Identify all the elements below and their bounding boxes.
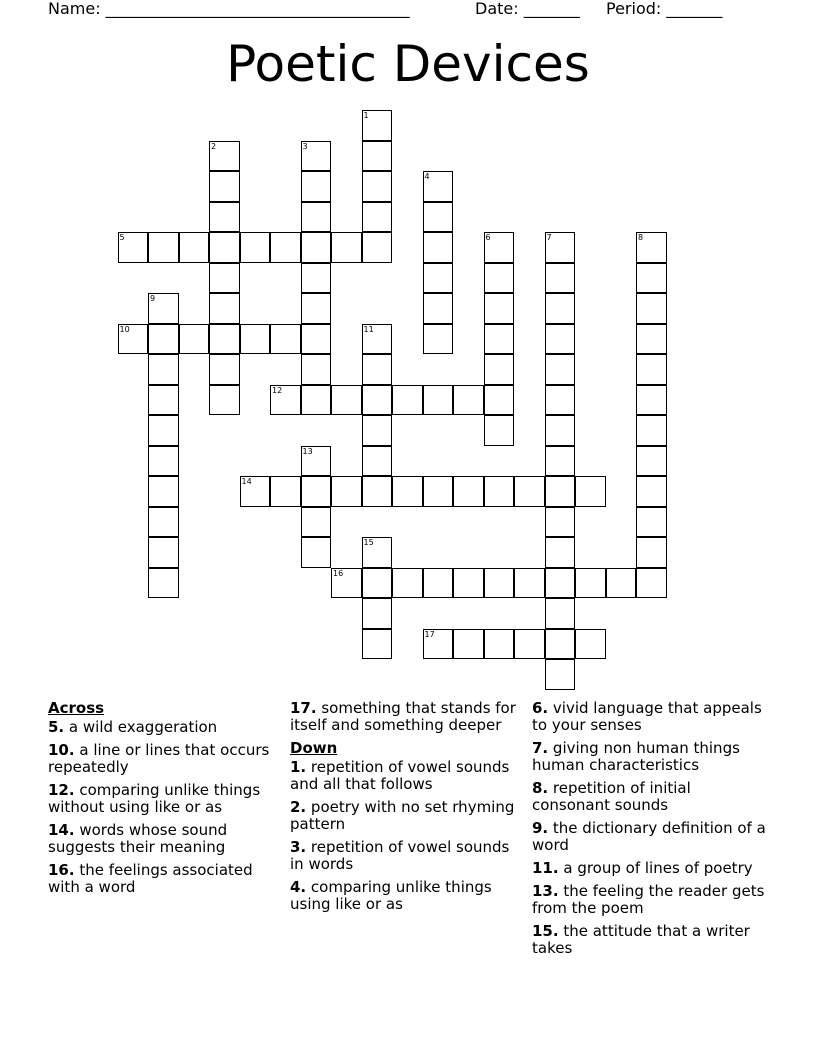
clue-number: 11. <box>532 859 559 877</box>
clue-number: 17. <box>290 699 317 717</box>
grid-cell[interactable] <box>545 507 576 538</box>
grid-cell[interactable] <box>209 232 240 263</box>
clue-text: a group of lines of poetry <box>563 859 753 877</box>
down-heading: Down <box>290 739 338 757</box>
clue-column-3 <box>532 700 767 963</box>
grid-cell[interactable] <box>423 476 454 507</box>
clue-number-label: 12 <box>272 385 283 395</box>
grid-cell[interactable] <box>423 263 454 294</box>
clue-number-label: 2 <box>211 141 217 151</box>
across-heading: Across <box>48 699 105 717</box>
grid-cell[interactable] <box>545 354 576 385</box>
grid-cell[interactable] <box>240 476 271 507</box>
clue-down-2 <box>290 799 525 833</box>
date-field[interactable]: Date: _______ <box>475 0 580 18</box>
grid-cell[interactable] <box>484 629 515 660</box>
grid-cell[interactable] <box>423 629 454 660</box>
grid-cell[interactable] <box>331 568 362 599</box>
grid-cell[interactable] <box>423 324 454 355</box>
clue-across-5 <box>48 719 283 736</box>
grid-cell[interactable] <box>545 446 576 477</box>
clue-number: 13. <box>532 882 559 900</box>
grid-cell[interactable] <box>545 385 576 416</box>
grid-cell[interactable] <box>209 263 240 294</box>
grid-cell[interactable] <box>636 507 667 538</box>
grid-cell[interactable] <box>636 232 667 263</box>
grid-cell[interactable] <box>484 476 515 507</box>
grid-cell[interactable] <box>240 232 271 263</box>
clue-number: 16. <box>48 861 75 879</box>
clue-number: 4. <box>290 878 307 896</box>
grid-cell[interactable] <box>545 568 576 599</box>
grid-cell[interactable] <box>301 507 332 538</box>
grid-cell[interactable] <box>575 629 606 660</box>
clue-down-7 <box>532 740 767 774</box>
clue-text: repetition of vowel sounds in words <box>290 838 510 873</box>
grid-cell[interactable] <box>636 354 667 385</box>
grid-cell[interactable] <box>545 476 576 507</box>
clue-number: 8. <box>532 779 549 797</box>
clue-number-label: 11 <box>363 324 374 334</box>
grid-cell[interactable] <box>301 446 332 477</box>
grid-cell[interactable] <box>301 263 332 294</box>
grid-cell[interactable] <box>301 293 332 324</box>
grid-cell[interactable] <box>148 354 179 385</box>
grid-cell[interactable] <box>636 476 667 507</box>
clue-number-label: 7 <box>546 233 552 242</box>
grid-cell[interactable] <box>545 263 576 294</box>
grid-cell[interactable] <box>362 202 393 233</box>
clue-number: 10. <box>48 741 75 759</box>
clue-text: a wild exaggeration <box>68 718 218 736</box>
grid-cell[interactable] <box>148 446 179 477</box>
grid-cell[interactable] <box>209 202 240 233</box>
grid-cell[interactable] <box>148 415 179 446</box>
clue-column-2 <box>290 700 525 919</box>
clue-text: repetition of vowel sounds and all that follows <box>290 758 510 793</box>
grid-cell[interactable] <box>148 507 179 538</box>
grid-cell[interactable] <box>209 354 240 385</box>
grid-cell[interactable] <box>209 141 240 172</box>
grid-cell[interactable] <box>606 568 637 599</box>
clue-across-14 <box>48 822 283 856</box>
grid-cell[interactable] <box>179 324 210 355</box>
clue-number-label: 9 <box>150 294 156 303</box>
grid-cell[interactable] <box>453 385 484 416</box>
clue-text: the attitude that a writer takes <box>532 922 750 957</box>
grid-cell[interactable] <box>484 263 515 294</box>
grid-cell[interactable] <box>423 293 454 324</box>
period-field[interactable]: Period: _______ <box>606 0 723 18</box>
clue-across-16 <box>48 862 283 896</box>
grid-cell[interactable] <box>636 568 667 599</box>
grid-cell[interactable] <box>362 568 393 599</box>
grid-cell[interactable] <box>545 324 576 355</box>
grid-cell[interactable] <box>301 385 332 416</box>
grid-cell[interactable] <box>331 385 362 416</box>
grid-cell[interactable] <box>423 385 454 416</box>
clue-text: repetition of initial consonant sounds <box>532 779 691 814</box>
grid-cell[interactable] <box>362 537 393 568</box>
grid-cell[interactable] <box>179 232 210 263</box>
clue-text: vivid language that appeals to your senses <box>532 699 762 734</box>
clue-number: 15. <box>532 922 559 940</box>
grid-cell[interactable] <box>423 232 454 263</box>
grid-cell[interactable] <box>545 293 576 324</box>
clue-number-label: 8 <box>638 233 644 242</box>
grid-cell[interactable] <box>514 476 545 507</box>
grid-cell[interactable] <box>545 629 576 660</box>
grid-cell[interactable] <box>545 415 576 446</box>
grid-cell[interactable] <box>362 629 393 660</box>
grid-cell[interactable] <box>331 476 362 507</box>
grid-cell[interactable] <box>270 324 301 355</box>
page-title: Poetic Devices <box>226 35 590 93</box>
clue-down-1 <box>290 759 525 793</box>
clue-text: the feelings associated with a word <box>48 861 253 896</box>
grid-cell[interactable] <box>301 232 332 263</box>
clue-number-label: 6 <box>485 233 491 242</box>
grid-cell[interactable] <box>362 110 393 141</box>
grid-cell[interactable] <box>362 324 393 355</box>
grid-cell[interactable] <box>331 232 362 263</box>
clue-down-15 <box>532 923 767 957</box>
grid-cell[interactable] <box>484 324 515 355</box>
clue-across-10 <box>48 742 283 776</box>
clue-column-1 <box>48 700 283 902</box>
grid-cell[interactable] <box>514 629 545 660</box>
grid-cell[interactable] <box>545 598 576 629</box>
clue-number: 3. <box>290 838 307 856</box>
grid-cell[interactable] <box>484 568 515 599</box>
clue-down-9 <box>532 820 767 854</box>
grid-cell[interactable] <box>545 232 576 263</box>
clue-number-label: 17 <box>424 629 435 639</box>
grid-cell[interactable] <box>636 385 667 416</box>
grid-cell[interactable] <box>362 354 393 385</box>
grid-cell[interactable] <box>301 202 332 233</box>
grid-cell[interactable] <box>301 354 332 385</box>
clue-text: something that stands for itself and something deeper <box>290 699 516 734</box>
grid-cell[interactable] <box>362 141 393 172</box>
clue-text: comparing unlike things without using like or as <box>48 781 261 816</box>
clue-number: 6. <box>532 699 549 717</box>
grid-cell[interactable] <box>301 476 332 507</box>
grid-cell[interactable] <box>362 415 393 446</box>
grid-cell[interactable] <box>392 568 423 599</box>
grid-cell[interactable] <box>484 293 515 324</box>
grid-cell[interactable] <box>636 446 667 477</box>
clue-down-6 <box>532 700 767 734</box>
clue-number-label: 4 <box>424 172 430 181</box>
clue-number-label: 16 <box>333 568 344 578</box>
clue-text: the dictionary definition of a word <box>532 819 766 854</box>
grid-cell[interactable] <box>301 171 332 202</box>
name-field[interactable]: Name: ______________________________________ <box>48 0 410 18</box>
clue-number-label: 1 <box>363 111 369 120</box>
clue-number-label: 10 <box>119 324 130 334</box>
grid-cell[interactable] <box>148 232 179 263</box>
clue-down-3 <box>290 839 525 873</box>
grid-cell[interactable] <box>484 385 515 416</box>
grid-cell[interactable] <box>362 232 393 263</box>
grid-cell[interactable] <box>362 446 393 477</box>
clue-number: 12. <box>48 781 75 799</box>
clue-number: 2. <box>290 798 307 816</box>
clue-number: 1. <box>290 758 307 776</box>
grid-cell[interactable] <box>148 293 179 324</box>
clue-text: a line or lines that occurs repeatedly <box>48 741 270 776</box>
grid-cell[interactable] <box>118 324 149 355</box>
clue-down-11 <box>532 860 767 877</box>
grid-cell[interactable] <box>148 385 179 416</box>
grid-cell[interactable] <box>453 476 484 507</box>
grid-cell[interactable] <box>270 476 301 507</box>
grid-cell[interactable] <box>484 354 515 385</box>
grid-cell[interactable] <box>514 568 545 599</box>
grid-cell[interactable] <box>148 324 179 355</box>
clue-number: 7. <box>532 739 549 757</box>
clue-text: comparing unlike things using like or as <box>290 878 492 913</box>
clue-text: poetry with no set rhyming pattern <box>290 798 515 833</box>
grid-cell[interactable] <box>636 293 667 324</box>
clue-text: the feeling the reader gets from the poem <box>532 882 765 917</box>
clue-number-label: 15 <box>363 538 374 547</box>
grid-cell[interactable] <box>453 629 484 660</box>
grid-cell[interactable] <box>392 476 423 507</box>
grid-cell[interactable] <box>209 171 240 202</box>
grid-cell[interactable] <box>636 415 667 446</box>
clue-text: giving non human things human characteristics <box>532 739 740 774</box>
grid-cell[interactable] <box>423 202 454 233</box>
clue-number-label: 13 <box>302 446 313 456</box>
grid-cell[interactable] <box>362 171 393 202</box>
clue-down-8 <box>532 780 767 814</box>
grid-cell[interactable] <box>453 568 484 599</box>
grid-cell[interactable] <box>270 232 301 263</box>
clue-number-label: 5 <box>119 233 125 242</box>
grid-cell[interactable] <box>301 324 332 355</box>
clue-across-12 <box>48 782 283 816</box>
grid-cell[interactable] <box>209 324 240 355</box>
clue-number-label: 3 <box>302 141 308 151</box>
grid-cell[interactable] <box>484 232 515 263</box>
grid-cell[interactable] <box>636 263 667 294</box>
grid-cell[interactable] <box>575 568 606 599</box>
grid-cell[interactable] <box>362 385 393 416</box>
grid-cell[interactable] <box>423 171 454 202</box>
grid-cell[interactable] <box>392 385 423 416</box>
clue-down-13 <box>532 883 767 917</box>
grid-cell[interactable] <box>545 537 576 568</box>
grid-cell[interactable] <box>118 232 149 263</box>
grid-cell[interactable] <box>301 537 332 568</box>
clue-number-label: 14 <box>241 477 252 486</box>
grid-cell[interactable] <box>636 324 667 355</box>
grid-cell[interactable] <box>148 568 179 599</box>
grid-cell[interactable] <box>484 415 515 446</box>
grid-cell[interactable] <box>209 385 240 416</box>
clue-across-17 <box>290 700 525 734</box>
clue-number: 14. <box>48 821 75 839</box>
grid-cell[interactable] <box>362 598 393 629</box>
grid-cell[interactable] <box>362 476 393 507</box>
grid-cell[interactable] <box>148 537 179 568</box>
grid-cell[interactable] <box>148 476 179 507</box>
grid-cell[interactable] <box>301 141 332 172</box>
clue-number: 9. <box>532 819 549 837</box>
clue-number: 5. <box>48 718 65 736</box>
grid-cell[interactable] <box>270 385 301 416</box>
grid-cell[interactable] <box>636 537 667 568</box>
grid-cell[interactable] <box>209 293 240 324</box>
clue-down-4 <box>290 879 525 913</box>
grid-cell[interactable] <box>545 659 576 690</box>
grid-cell[interactable] <box>240 324 271 355</box>
grid-cell[interactable] <box>575 476 606 507</box>
clue-text: words whose sound suggests their meaning <box>48 821 228 856</box>
grid-cell[interactable] <box>423 568 454 599</box>
